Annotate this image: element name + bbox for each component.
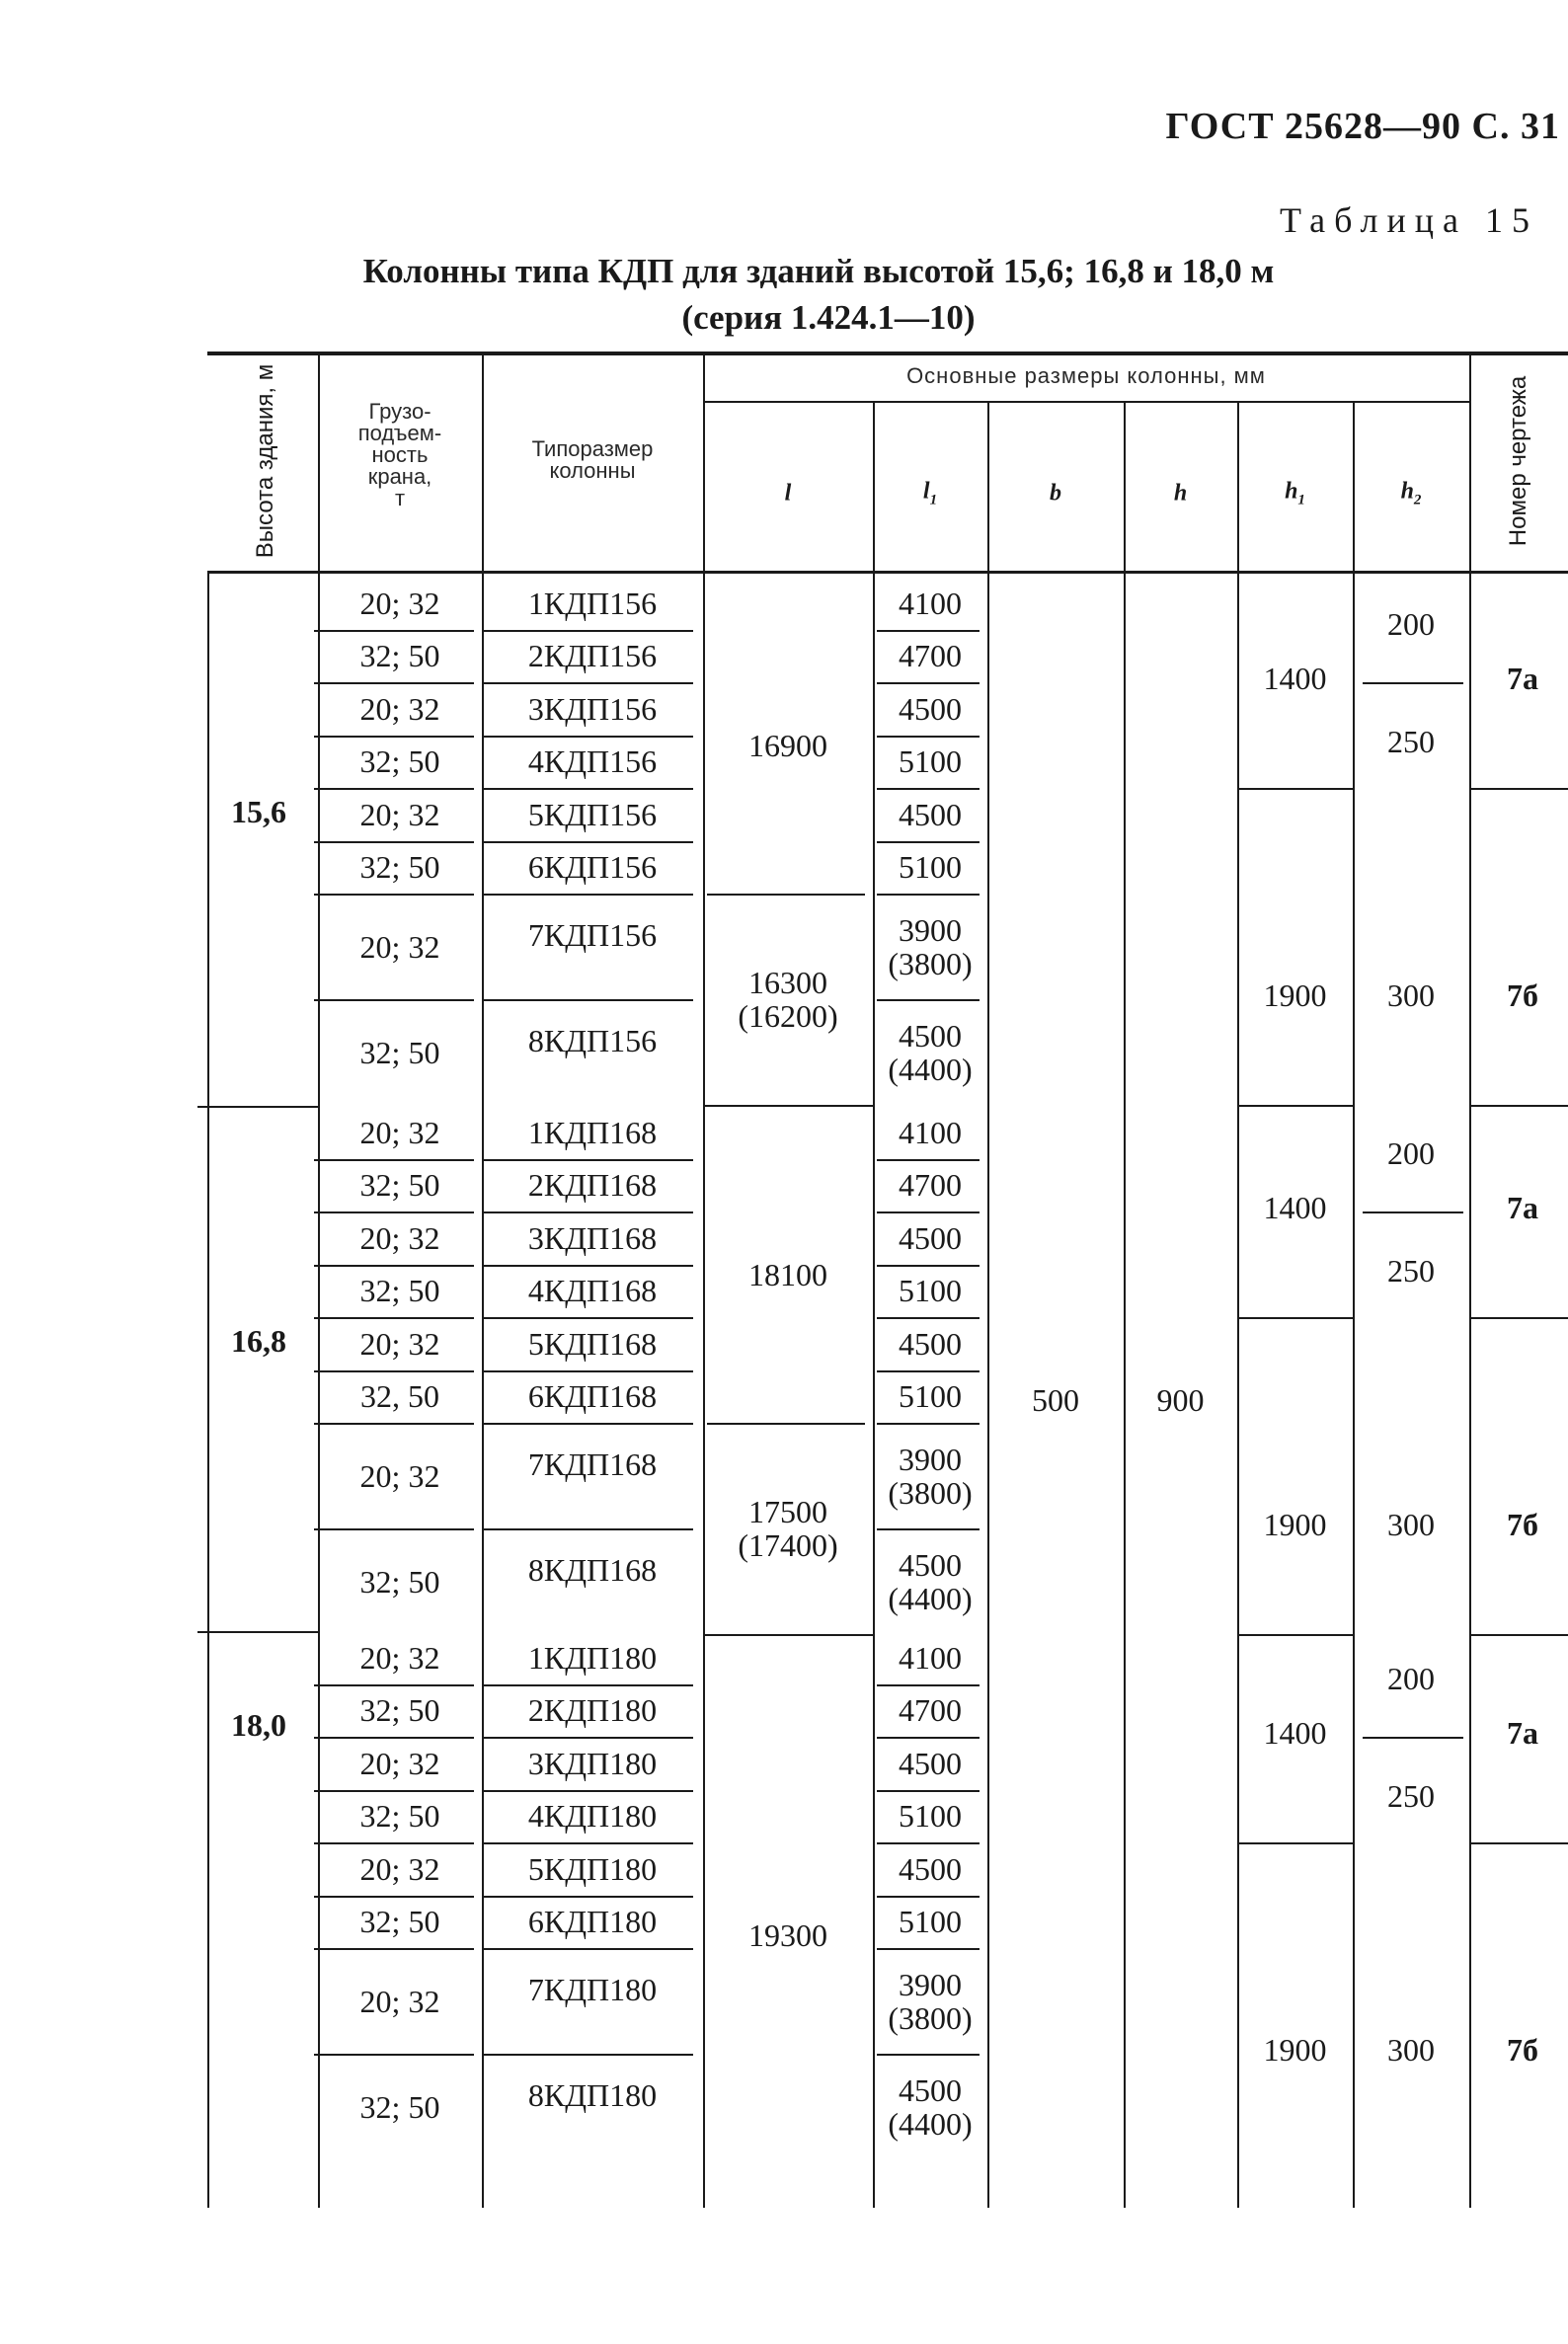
column-rule (1469, 571, 1471, 2208)
column-type-value: 8КДП168 (527, 1552, 658, 1588)
header-h: h (1173, 480, 1188, 507)
row-rule (484, 1684, 693, 1686)
row-rule (314, 1211, 474, 1213)
row-rule (877, 1528, 980, 1530)
drawing-number-value: 7б (1507, 2032, 1538, 2068)
group-rule (197, 1106, 318, 1108)
column-type-value: 4КДП180 (527, 1798, 658, 1835)
l1-value: 4500 (899, 1325, 962, 1362)
l1-value: 4500 (899, 1219, 962, 1256)
l1-value: 5100 (899, 849, 962, 886)
l-value: 19300 (748, 1916, 827, 1953)
header-column-type: Типоразмер колонны (531, 436, 654, 483)
row-rule (484, 1265, 693, 1267)
row-rule (1237, 1317, 1353, 1319)
table-subtitle: (серия 1.424.1—10) (681, 298, 976, 337)
l1-value: 4100 (899, 1639, 962, 1676)
row-rule (877, 1370, 980, 1372)
column-type-value: 1КДП180 (527, 1639, 658, 1676)
h2-value: 250 (1387, 723, 1435, 759)
crane-capacity-value: 20; 32 (359, 1219, 440, 1256)
header-column-rule (1237, 401, 1239, 571)
group-rule (1237, 1105, 1353, 1107)
crane-capacity-value: 32, 50 (360, 1378, 439, 1415)
column-type-value: 1КДП168 (527, 1114, 658, 1150)
l1-value: 3900 (3800) (888, 911, 973, 981)
h2-value: 300 (1387, 2032, 1435, 2068)
group-rule (703, 1105, 873, 1107)
row-rule (707, 894, 865, 896)
drawing-number-value: 7б (1507, 977, 1538, 1013)
row-rule (314, 1370, 474, 1372)
row-rule (484, 1790, 693, 1792)
column-rule (873, 571, 875, 2208)
l1-value: 4500 (899, 1745, 962, 1781)
h1-value: 1900 (1263, 977, 1327, 1013)
row-rule (314, 736, 474, 738)
column-type-value: 6КДП180 (527, 1904, 658, 1940)
row-rule (484, 736, 693, 738)
column-type-value: 2КДП180 (527, 1692, 658, 1729)
column-rule (1353, 571, 1355, 2208)
column-rule (318, 571, 320, 2208)
column-type-value: 1КДП156 (527, 585, 658, 621)
column-type-value: 5КДП180 (527, 1850, 658, 1887)
row-rule (1469, 1842, 1568, 1844)
header-column-rule (1469, 352, 1471, 571)
row-rule (484, 1528, 693, 1530)
header-building-height: Высота здания, м (252, 363, 278, 559)
l1-value: 5100 (899, 743, 962, 780)
row-rule (314, 1842, 474, 1844)
crane-capacity-value: 32; 50 (359, 1904, 440, 1940)
crane-capacity-value: 32; 50 (359, 1798, 440, 1835)
l1-value: 4100 (899, 1114, 962, 1150)
row-rule (877, 788, 980, 790)
row-rule (484, 1370, 693, 1372)
crane-capacity-value: 32; 50 (359, 849, 440, 886)
crane-capacity-value: 20; 32 (359, 1114, 440, 1150)
row-rule (314, 1948, 474, 1950)
h2-value: 200 (1387, 1660, 1435, 1696)
column-type-value: 5КДП156 (527, 796, 658, 832)
h1-value: 1400 (1263, 1715, 1327, 1751)
crane-capacity-value: 20; 32 (359, 1639, 440, 1676)
row-rule (877, 2054, 980, 2056)
h2-value: 200 (1387, 1134, 1435, 1171)
row-rule (484, 1317, 693, 1319)
group-rule (1469, 1634, 1568, 1636)
column-rule (987, 571, 989, 2208)
row-rule (877, 1159, 980, 1161)
row-rule (314, 1317, 474, 1319)
column-type-value: 4КДП156 (527, 743, 658, 780)
row-rule (484, 630, 693, 632)
h2-value: 200 (1387, 605, 1435, 642)
row-rule (484, 841, 693, 843)
row-rule (1237, 788, 1353, 790)
row-rule (314, 1790, 474, 1792)
l1-value: 4500 (899, 690, 962, 727)
column-type-value: 6КДП156 (527, 849, 658, 886)
table-number: Таблица 15 (1280, 200, 1538, 240)
header-column-rule (482, 352, 484, 571)
header-l: l (784, 480, 792, 507)
row-rule (484, 1737, 693, 1739)
header-bottom-rule (207, 571, 1568, 574)
header-b: b (1050, 480, 1061, 507)
header-column-rule (318, 352, 320, 571)
row-rule (877, 1737, 980, 1739)
header-column-rule (1124, 401, 1126, 571)
b-value: 500 (1032, 1382, 1079, 1418)
crane-capacity-value: 20; 32 (359, 1325, 440, 1362)
row-rule (484, 1211, 693, 1213)
row-rule (484, 1423, 693, 1425)
row-rule (314, 1684, 474, 1686)
group-rule (703, 1634, 873, 1636)
l1-value: 4500 (4400) (888, 1017, 973, 1087)
l-value: 16300 (16200) (738, 965, 838, 1034)
crane-capacity-value: 20; 32 (359, 690, 440, 727)
column-rule (1124, 571, 1126, 2208)
l1-value: 4500 (4400) (888, 1546, 973, 1616)
h1-value: 1900 (1263, 2032, 1327, 2068)
building-height-value: 15,6 (231, 793, 286, 829)
l-value: 16900 (748, 727, 827, 763)
row-rule (877, 894, 980, 896)
drawing-number-value: 7а (1507, 1715, 1538, 1751)
header-l1: $l_1$ (922, 478, 938, 508)
column-rule (703, 571, 705, 2208)
header-h1: $h_1$ (1285, 478, 1305, 508)
row-rule (877, 841, 980, 843)
row-rule (877, 1265, 980, 1267)
row-rule (314, 630, 474, 632)
row-rule (877, 1896, 980, 1898)
l1-value: 5100 (899, 1273, 962, 1309)
crane-capacity-value: 32; 50 (359, 1563, 440, 1600)
row-rule (484, 999, 693, 1001)
row-rule (877, 1423, 980, 1425)
drawing-number-value: 7а (1507, 661, 1538, 696)
row-rule (877, 1684, 980, 1686)
header-top-rule (207, 352, 1568, 355)
crane-capacity-value: 20; 32 (359, 796, 440, 832)
column-type-value: 5КДП168 (527, 1325, 658, 1362)
column-type-value: 3КДП156 (527, 690, 658, 727)
row-rule (314, 1159, 474, 1161)
row-rule (1363, 1211, 1463, 1213)
row-rule (314, 894, 474, 896)
crane-capacity-value: 32; 50 (359, 743, 440, 780)
row-rule (314, 788, 474, 790)
row-rule (314, 1737, 474, 1739)
column-type-value: 6КДП168 (527, 1378, 658, 1415)
column-rule (1237, 571, 1239, 2208)
l1-value: 4500 (899, 796, 962, 832)
header-main-dimensions: Основные размеры колонны, мм (906, 363, 1266, 388)
left-border (207, 571, 209, 2208)
row-rule (877, 1842, 980, 1844)
group-rule (197, 1631, 318, 1633)
drawing-number-value: 7б (1507, 1507, 1538, 1542)
l1-value: 5100 (899, 1798, 962, 1835)
column-type-value: 3КДП168 (527, 1219, 658, 1256)
row-rule (484, 1159, 693, 1161)
column-type-value: 7КДП168 (527, 1446, 658, 1482)
column-type-value: 7КДП180 (527, 1972, 658, 2007)
h1-value: 1900 (1263, 1507, 1327, 1542)
l1-value: 3900 (3800) (888, 1966, 973, 2036)
row-rule (314, 1528, 474, 1530)
row-rule (877, 999, 980, 1001)
row-rule (484, 788, 693, 790)
l1-value: 4700 (899, 638, 962, 674)
row-rule (1363, 1737, 1463, 1739)
l-value: 17500 (17400) (738, 1494, 838, 1563)
row-rule (314, 682, 474, 684)
l1-value: 4100 (899, 585, 962, 621)
column-type-value: 7КДП156 (527, 917, 658, 953)
header-column-rule (873, 401, 875, 571)
crane-capacity-value: 32; 50 (359, 638, 440, 674)
table-title: Колонны типа КДП для зданий высотой 15,6; 16,8 и 18,0 м (362, 252, 1275, 290)
column-type-value: 4КДП168 (527, 1273, 658, 1309)
column-type-value: 3КДП180 (527, 1745, 658, 1781)
row-rule (314, 841, 474, 843)
column-type-value: 2КДП156 (527, 638, 658, 674)
l1-value: 4500 (899, 1850, 962, 1887)
row-rule (707, 1423, 865, 1425)
l1-value: 4700 (899, 1692, 962, 1729)
row-rule (314, 1265, 474, 1267)
drawing-number-value: 7а (1507, 1190, 1538, 1225)
header-column-rule (703, 352, 705, 571)
row-rule (484, 1842, 693, 1844)
l1-value: 3900 (3800) (888, 1441, 973, 1511)
header-drawing-number: Номер чертежа (1505, 375, 1531, 547)
crane-capacity-value: 32; 50 (359, 1273, 440, 1309)
crane-capacity-value: 32; 50 (359, 1167, 440, 1204)
h1-value: 1400 (1263, 661, 1327, 696)
row-rule (484, 682, 693, 684)
column-type-value: 8КДП156 (527, 1023, 658, 1058)
header-crane-capacity: Грузо- подъем- ность крана, т (357, 399, 442, 510)
building-height-value: 18,0 (231, 1707, 286, 1743)
row-rule (877, 630, 980, 632)
group-rule (1469, 1105, 1568, 1107)
h1-value: 1400 (1263, 1190, 1327, 1225)
crane-capacity-value: 32; 50 (359, 1692, 440, 1729)
row-rule (314, 2054, 474, 2056)
row-rule (1363, 682, 1463, 684)
crane-capacity-value: 20; 32 (359, 1457, 440, 1494)
crane-capacity-value: 20; 32 (359, 585, 440, 621)
h2-value: 250 (1387, 1252, 1435, 1289)
l-value: 18100 (748, 1256, 827, 1292)
row-rule (877, 682, 980, 684)
row-rule (1469, 1317, 1568, 1319)
header-column-rule (987, 401, 989, 571)
page-header: ГОСТ 25628—90 С. 31 (1165, 106, 1560, 147)
row-rule (314, 1896, 474, 1898)
row-rule (484, 1948, 693, 1950)
h2-value: 300 (1387, 977, 1435, 1013)
building-height-value: 16,8 (231, 1322, 286, 1359)
h2-value: 250 (1387, 1777, 1435, 1814)
crane-capacity-value: 20; 32 (359, 1745, 440, 1781)
row-rule (1469, 788, 1568, 790)
row-rule (484, 894, 693, 896)
crane-capacity-value: 20; 32 (359, 928, 440, 965)
column-type-value: 8КДП180 (527, 2077, 658, 2113)
h-value: 900 (1156, 1382, 1205, 1418)
crane-capacity-value: 32; 50 (359, 1034, 440, 1070)
crane-capacity-value: 20; 32 (359, 1850, 440, 1887)
row-rule (314, 999, 474, 1001)
row-rule (877, 1948, 980, 1950)
l1-value: 5100 (899, 1378, 962, 1415)
l1-value: 4700 (899, 1167, 962, 1204)
row-rule (877, 736, 980, 738)
l1-value: 4500 (4400) (888, 2071, 973, 2142)
row-rule (1237, 1842, 1353, 1844)
row-rule (314, 1423, 474, 1425)
column-rule (482, 571, 484, 2208)
group-rule (1237, 1634, 1353, 1636)
row-rule (484, 2054, 693, 2056)
column-type-value: 2КДП168 (527, 1167, 658, 1204)
row-rule (484, 1896, 693, 1898)
crane-capacity-value: 20; 32 (359, 1983, 440, 2019)
header-h2: $h_2$ (1400, 478, 1422, 508)
header-column-rule (1353, 401, 1355, 571)
h2-value: 300 (1387, 1507, 1435, 1542)
row-rule (877, 1211, 980, 1213)
crane-capacity-value: 32; 50 (359, 2088, 440, 2125)
row-rule (877, 1790, 980, 1792)
l1-value: 5100 (899, 1904, 962, 1940)
row-rule (877, 1317, 980, 1319)
